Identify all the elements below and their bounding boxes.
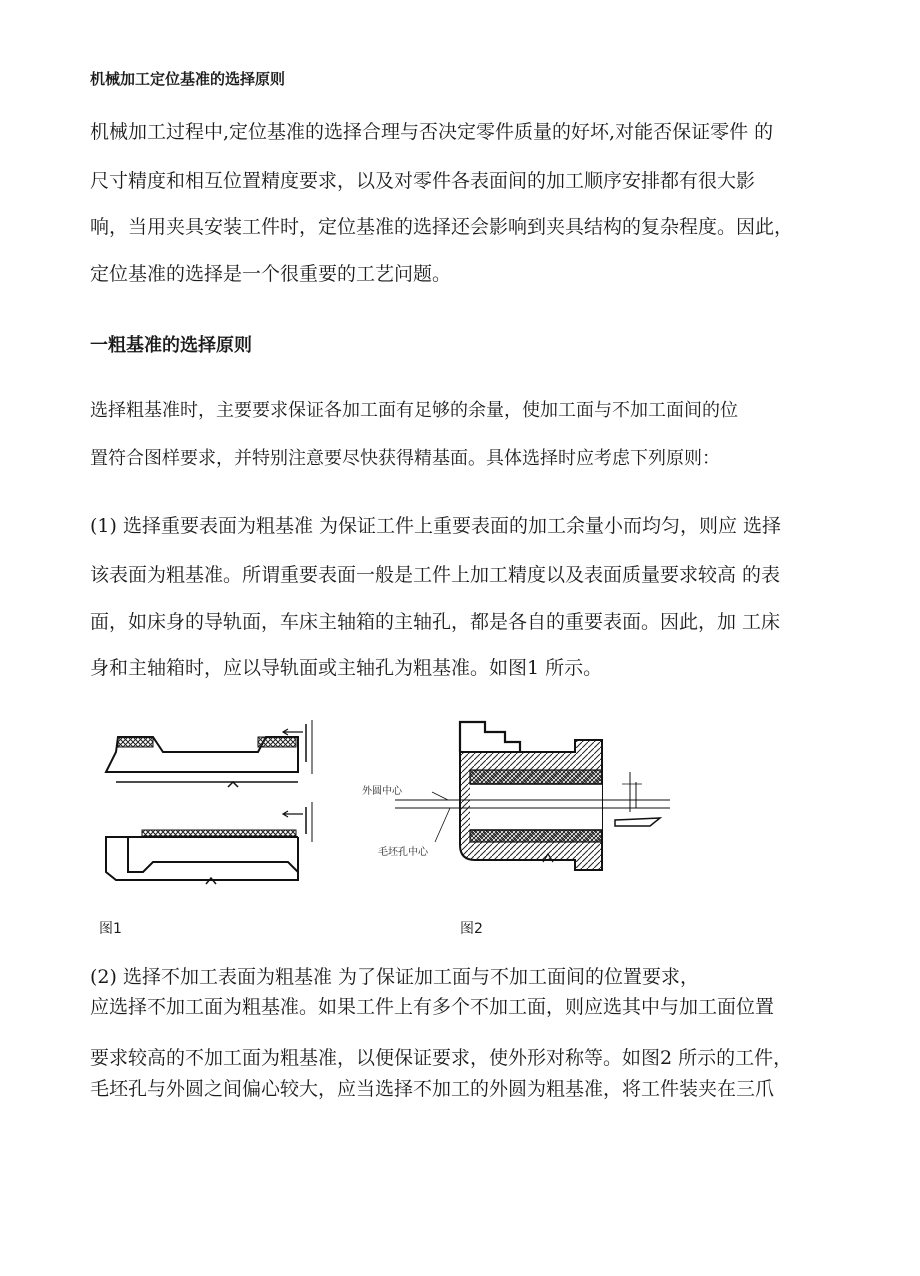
figure-2-caption: 图2 <box>460 921 483 937</box>
figure-1-caption: 图1 <box>99 921 122 937</box>
bed-sketch-bottom <box>106 802 312 884</box>
rule2-line-4: 毛坯孔与外圆之间偏心较大，应当选择不加工的外圆为粗基准，将工件装夹在三爪 <box>90 1078 775 1100</box>
rule1-line-4: 身和主轴箱时，应以导轨面或主轴孔为粗基准。如图1 所示。 <box>90 657 603 679</box>
section-line-2: 置符合图样要求，并特别注意要尽快获得精基面。具体选择时应考虑下列原则： <box>90 448 720 469</box>
figure-1 <box>98 712 338 892</box>
intro-line-4: 定位基准的选择是一个很重要的工艺问题。 <box>90 263 452 285</box>
rule2-line-3: 要求较高的不加工面为粗基准，以便保证要求，使外形对称等。如图2 所示的工件， <box>90 1047 793 1069</box>
cutting-tool <box>615 772 660 826</box>
figure-2 <box>360 712 700 882</box>
intro-line-1: 机械加工过程中,定位基准的选择合理与否决定零件质量的好坏,对能否保证零件 的 <box>90 121 774 143</box>
section-line-1: 选择粗基准时，主要要求保证各加工面有足够的余量，使加工面与不加工面间的位 <box>90 400 738 421</box>
bushing-part <box>460 740 602 870</box>
outer-center-label: 外圆中心 <box>362 786 402 797</box>
bore-center-label: 毛坯孔中心 <box>378 847 428 858</box>
rule2-line-1: (2) 选择不加工表面为粗基准 为了保证加工面与不加工面间的位置要求， <box>90 966 699 988</box>
rule1-line-3: 面，如床身的导轨面，车床主轴箱的主轴孔，都是各自的重要表面。因此，加 工床 <box>90 611 781 633</box>
page-title: 机械加工定位基准的选择原则 <box>90 70 286 88</box>
intro-line-2: 尺寸精度和相互位置精度要求，以及对零件各表面间的加工顺序安排都有很大影 <box>90 170 756 192</box>
rule1-line-1: (1) 选择重要表面为粗基准 为保证工件上重要表面的加工余量小而均匀，则应 选择 <box>90 515 782 537</box>
rule2-line-2: 应选择不加工面为粗基准。如果工件上有多个不加工面，则应选其中与加工面位置 <box>90 996 775 1018</box>
chuck-jaw <box>460 722 520 752</box>
bed-sketch-top <box>106 720 312 787</box>
intro-line-3: 响，当用夹具安装工件时，定位基准的选择还会影响到夹具结构的复杂程度。因此， <box>90 216 794 238</box>
section-heading: 一粗基准的选择原则 <box>90 335 252 356</box>
rule1-line-2: 该表面为粗基准。所谓重要表面一般是工件上加工精度以及表面质量要求较高 的表 <box>90 564 781 586</box>
